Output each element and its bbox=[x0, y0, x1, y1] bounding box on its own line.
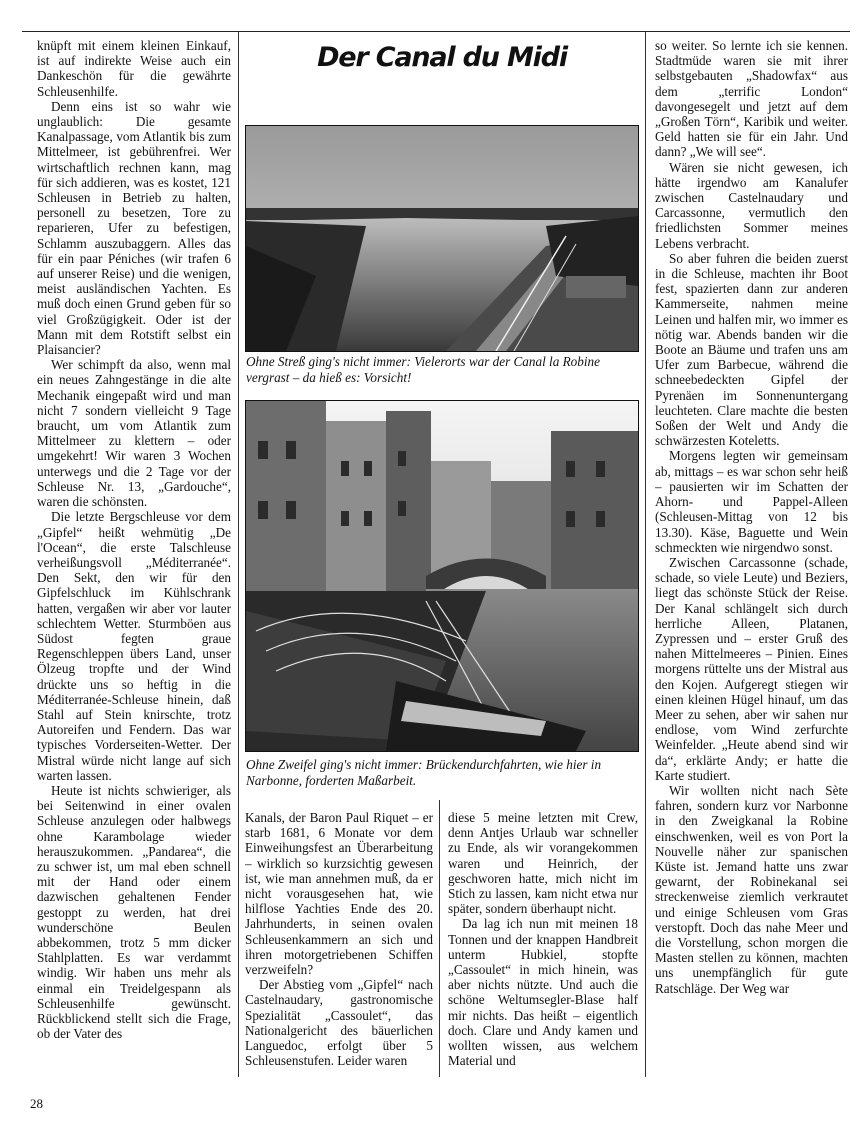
column-right bbox=[655, 38, 848, 1078]
paragraph: Heute ist nichts schwieriger, als bei Seitenwind in einer ovalen Schleuse anzulegen oder halbwegs ohne Karambolage wieder herauszukommen. „Pandarea“, die zu schwer ist, um mal eben schnell mit der Hand oder einem dazwischen gehaltenen Fender gestoppt zu werden, hat drei wunderschöne Beulen abbekommen, trotz 5 mm dicker Stahlplatten. Es war verdammt windig. Wir haben uns mehr als einmal ein Treidelgespann als Schleusenhilfe gewünscht. Rückblickend stellt sich die Frage, ob der Vater des bbox=[37, 782, 231, 1042]
paragraph: Der Abstieg vom „Gipfel“ nach Castelnaudary, gastronomische Spezialität „Cassoulet“, das Nationalgericht des bäuerlichen Languedoc, erfolgt über 5 Schleusenstufen. Leider waren bbox=[245, 977, 433, 1069]
column-center-left bbox=[245, 810, 433, 1077]
column-divider bbox=[238, 32, 239, 1077]
paragraph: Morgens legten wir gemeinsam ab, mittags – es war schon sehr heiß – pausierten wir im Schatten der Ahorn- und Pappel-Alleen (Schleusen-Mittag von 12 bis 13.30). Käse, Baguette und Wein schmeckten wie nirgendwo sonst. bbox=[655, 448, 848, 555]
paragraph: Wer schimpft da also, wenn mal ein neues Zahngestänge in die alte Mechanik eingepaßt wird und man nicht 7 sondern vielleicht 9 Tage braucht, um vom Atlantik zum Mittelmeer zu klettern – oder umgekehrt! Wir waren 3 Wochen unterwegs und die 2 Tage vor der Schleuse Nr. 13, „Gardouche“, waren die schönsten. bbox=[37, 357, 231, 510]
paragraph: Kanals, der Baron Paul Riquet – er starb 1681, 6 Monate vor dem Einweihungsfest an Überarbeitung – wirklich so kurzsichtig gewesen ist, wie man annehmen muß, da er nicht vorausgesehen hat, wie hilflose Yachties Ende des 20. Jahrhunderts, in seinen ovalen Schleusenkammern an sich und ihren motorgetriebenen Schiffen verzweifeln? bbox=[245, 810, 433, 978]
paragraph: Da lag ich nun mit meinen 18 Tonnen und der knappen Handbreit unterm Hubkiel, stopfte „Cassoulet“ in mich hinein, was aber nichts nützte. Und auch die schöne Weltumsegler-Blase half mir nichts. Das heißt – eigentlich doch. Clare und Andy kamen und wollten wissen, aus welchem Material und bbox=[448, 916, 638, 1069]
article-title: Der Canal du Midi bbox=[317, 42, 567, 73]
photo-caption: Ohne Zweifel ging's nicht immer: Brückendurchfahrten, wie hier in Narbonne, forderten Maßarbeit. bbox=[246, 757, 602, 788]
paragraph: diese 5 meine letzten mit Crew, denn Antjes Urlaub war schneller zu Ende, als wir vorangekommen waren und Heinrich, der geschworen hatte, mich nicht im Stich zu lassen, kam nicht etwa nur später, sondern überhaupt nicht. bbox=[448, 810, 638, 917]
paragraph: Wir wollten nicht nach Sète fahren, sondern kurz vor Narbonne in den Zweigkanal la Robine einschwenken, weil es von Port la Nouvelle näher zur spanischen Küste ist. Jemand hatte uns zwar gewarnt, der Robinekanal sei streckenweise ziemlich verkrautet und einige Schleusen vom Gras verstopft. Doch das nahe Meer und die Vorstellung, schon morgen die Masten stellen zu können, machten uns unempfänglich für gute Ratschläge. Der Weg war bbox=[655, 782, 848, 996]
top-rule bbox=[22, 31, 850, 32]
column-divider bbox=[439, 800, 440, 1077]
column-divider bbox=[645, 32, 646, 1077]
photo-narbonne bbox=[245, 400, 639, 752]
column-left bbox=[37, 38, 231, 1078]
paragraph: Die letzte Bergschleuse vor dem „Gipfel“ heißt wehmütig „De l'Ocean“, die erste Talschleuse verheißungsvoll „Méditerranée“. Den Sekt, den wir für den Gipfelschluck im Kühlschrank hatten, vergaßen wir aber vor lauter schlechtem Wetter. Sturmböen aus Südost fegten graue Regenschleppen übers Land, unser Ölzeug tropfte und der Wind drückte uns so heftig in die Méditerranée-Schleuse hinein, daß Stahl auf Stein knirschte, trotz Autoreifen und Fendern. Das war typisches Vorderseiten-Wetter. Der Mistral würde nicht lange auf sich warten lassen. bbox=[37, 509, 231, 783]
narbonne-photo-graphic bbox=[246, 401, 638, 751]
paragraph: knüpft mit einem kleinen Einkauf, ist auf indirekte Weise auch ein Dankeschön für die gewährte Schleusenhilfe. bbox=[37, 38, 231, 99]
paragraph: Zwischen Carcassonne (schade, schade, so viele Leute) und Beziers, liegt das schönste Stück der Reise. Der Kanal schlängelt sich durch herrliche Alleen, Platanen, Zypressen und – erster Gruß des nahen Mittelmeeres – Pinien. Eines morgens rüttelte uns der Mistral aus den Kojen. Aufgeregt stiegen wir einen kleinen Hügel hinauf, um das Meer zu sehen, aber wir sahen nur endlose, vom Wind zerfurchte Weinfelder. „Heute abend sind wir da“, erklärte Andy; er hatte die Karte studiert. bbox=[655, 554, 848, 783]
paragraph: So aber fuhren die beiden zuerst in die Schleuse, machten ihr Boot fest, spazierten dann zur anderen Kammerseite, nahmen meine Leinen und halfen mir, wo immer es nötig war. Abends banden wir die Boote an Bäume und trafen uns am Ufer zum Barbecue, während die schneebedeckten Gipfel der Pyrenäen im Sonnenuntergang leuchteten. Clare machte die besten Soßen der Welt und Andy die schwärzesten Koteletts. bbox=[655, 250, 848, 449]
paragraph: Denn eins ist so wahr wie unglaublich: Die gesamte Kanalpassage, vom Atlantik bis zum Mittelmeer, ist gebührenfrei. Wer wirtschaftlich rechnen kann, mag für sich addieren, was es kostet, 121 Schleusen in Betrieb zu halten, personell zu besetzen, Tore zu reparieren, Ufer zu befestigen, Schlamm auszubaggern. Alles das für ein paar Péniches (wir trafen 6 auf unserer Reise) und die wenigen, meist ausländischen Yachten. Es muß doch einen Grund geben für so viel Großzügigkeit. Oder ist der Mann mit dem Rotstift selbst ein Plaisancier? bbox=[37, 98, 231, 358]
paragraph: so weiter. So lernte ich sie kennen. Stadtmüde waren sie mit ihrer selbstgebauten „Shadowfax“ aus dem „terrific London“ davongesegelt und jetzt auf dem „Großen Törn“, Karibik und weiter. Geld hatten sie für ein Jahr. Und dann? „We will see“. bbox=[655, 38, 848, 160]
page-number: 28 bbox=[30, 1096, 43, 1111]
photo-canal-la-robine bbox=[245, 125, 639, 352]
photo-caption: Ohne Streß ging's nicht immer: Vielerorts war der Canal la Robine vergrast – da hieß es: Vorsicht! bbox=[246, 354, 600, 385]
canal-photo-graphic bbox=[246, 126, 638, 351]
column-center-right bbox=[448, 810, 638, 1077]
paragraph: Wären sie nicht gewesen, ich hätte irgendwo am Kanalufer zwischen Castelnaudary und Carcassonne, vermutlich den friedlichsten Sommer meines Lebens verbracht. bbox=[655, 159, 848, 251]
